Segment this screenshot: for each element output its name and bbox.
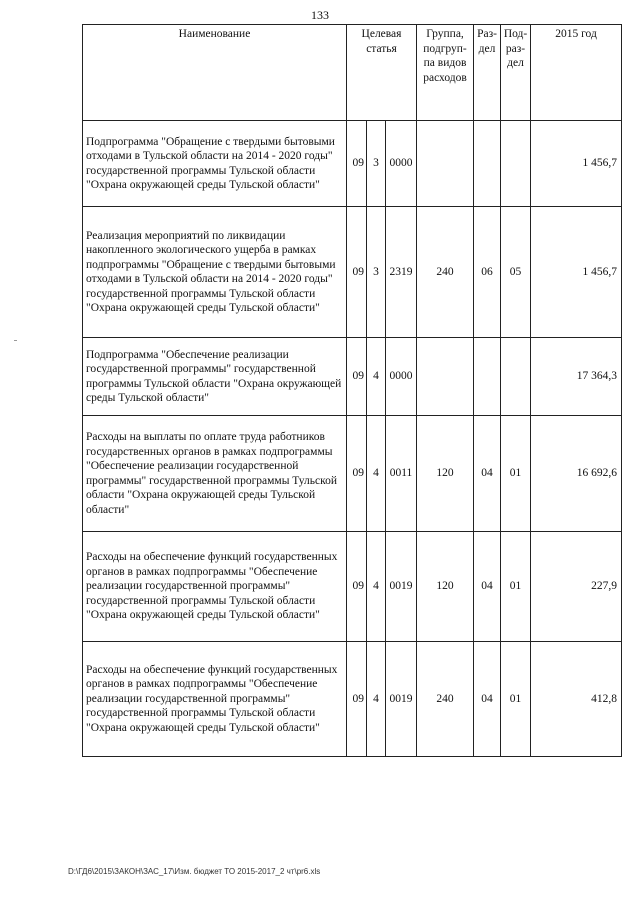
row-expense-group: 120 — [417, 532, 474, 642]
table-row — [83, 121, 622, 207]
row-amount: 17 364,3 — [531, 338, 622, 416]
row-subsection: 01 — [501, 416, 531, 532]
row-code-program: 09 — [347, 121, 367, 207]
header-year: 2015 год — [531, 25, 622, 121]
header-row — [83, 25, 622, 121]
row-expense-group — [417, 121, 474, 207]
scan-edge-mark — [14, 340, 17, 341]
row-section: 04 — [474, 532, 501, 642]
row-code-subprogram: 4 — [367, 642, 386, 757]
table-row — [83, 338, 622, 416]
row-section: 04 — [474, 642, 501, 757]
row-code-direction: 2319 — [386, 207, 417, 338]
row-section — [474, 121, 501, 207]
file-path-footer: D:\ГД6\2015\ЗАКОН\ЗАС_17\Изм. бюджет ТО 2015-2017_2 чт\pr6.xls — [68, 867, 321, 876]
row-name: Реализация мероприятий по ликвидации накопленного экологического ущерба в рамках подпрограммы "Обращение с твердыми бытовыми отходами в Тульской области на 2014 - 2020 годы" государственной программы Тульской области "Охрана окружающей среды Тульской области" — [83, 207, 347, 338]
row-code-subprogram: 4 — [367, 532, 386, 642]
row-code-subprogram: 4 — [367, 338, 386, 416]
row-code-direction: 0019 — [386, 532, 417, 642]
row-subsection: 01 — [501, 532, 531, 642]
row-section: 04 — [474, 416, 501, 532]
row-code-subprogram: 4 — [367, 416, 386, 532]
row-code-subprogram: 3 — [367, 207, 386, 338]
row-amount: 227,9 — [531, 532, 622, 642]
row-code-program: 09 — [347, 207, 367, 338]
page-number: 133 — [311, 8, 329, 22]
row-subsection — [501, 338, 531, 416]
row-name: Расходы на обеспечение функций государственных органов в рамках подпрограммы "Обеспечение реализации государственной программы" государственной программы Тульской области "Охрана окружающей среды Тульской области" — [83, 532, 347, 642]
row-code-program: 09 — [347, 532, 367, 642]
row-name: Расходы на выплаты по оплате труда работников государственных органов в рамках подпрограммы "Обеспечение реализации государственной программы" государственной программы Тульской области "Охрана окружающей среды Тульской области" — [83, 416, 347, 532]
row-code-direction: 0011 — [386, 416, 417, 532]
row-amount: 1 456,7 — [531, 121, 622, 207]
table-row — [83, 207, 622, 338]
row-code-program: 09 — [347, 642, 367, 757]
row-subsection — [501, 121, 531, 207]
row-subsection: 01 — [501, 642, 531, 757]
row-code-program: 09 — [347, 416, 367, 532]
row-amount: 1 456,7 — [531, 207, 622, 338]
table-row — [83, 532, 622, 642]
header-subsection: Под-раз-дел — [501, 25, 531, 121]
header-section: Раз-дел — [474, 25, 501, 121]
row-code-direction: 0000 — [386, 121, 417, 207]
row-name: Подпрограмма "Обеспечение реализации государственной программы" государственной программы Тульской области "Охрана окружающей среды Тульской области" — [83, 338, 347, 416]
row-code-direction: 0000 — [386, 338, 417, 416]
row-name: Расходы на обеспечение функций государственных органов в рамках подпрограммы "Обеспечение реализации государственной программы" государственной программы Тульской области "Охрана окружающей среды Тульской области" — [83, 642, 347, 757]
row-amount: 16 692,6 — [531, 416, 622, 532]
row-amount: 412,8 — [531, 642, 622, 757]
table-row — [83, 416, 622, 532]
row-expense-group: 120 — [417, 416, 474, 532]
row-code-direction: 0019 — [386, 642, 417, 757]
header-target-article: Целевая статья — [347, 25, 417, 121]
row-expense-group: 240 — [417, 207, 474, 338]
row-name: Подпрограмма "Обращение с твердыми бытовыми отходами в Тульской области на 2014 - 2020 годы" государственной программы Тульской области "Охрана окружающей среды Тульской области" — [83, 121, 347, 207]
header-expense-group: Группа, подгруп-па видов расходов — [417, 25, 474, 121]
row-section: 06 — [474, 207, 501, 338]
row-section — [474, 338, 501, 416]
row-code-subprogram: 3 — [367, 121, 386, 207]
header-name: Наименование — [83, 25, 347, 121]
table-row — [83, 642, 622, 757]
row-code-program: 09 — [347, 338, 367, 416]
row-expense-group: 240 — [417, 642, 474, 757]
row-expense-group — [417, 338, 474, 416]
budget-table — [82, 24, 622, 757]
row-subsection: 05 — [501, 207, 531, 338]
